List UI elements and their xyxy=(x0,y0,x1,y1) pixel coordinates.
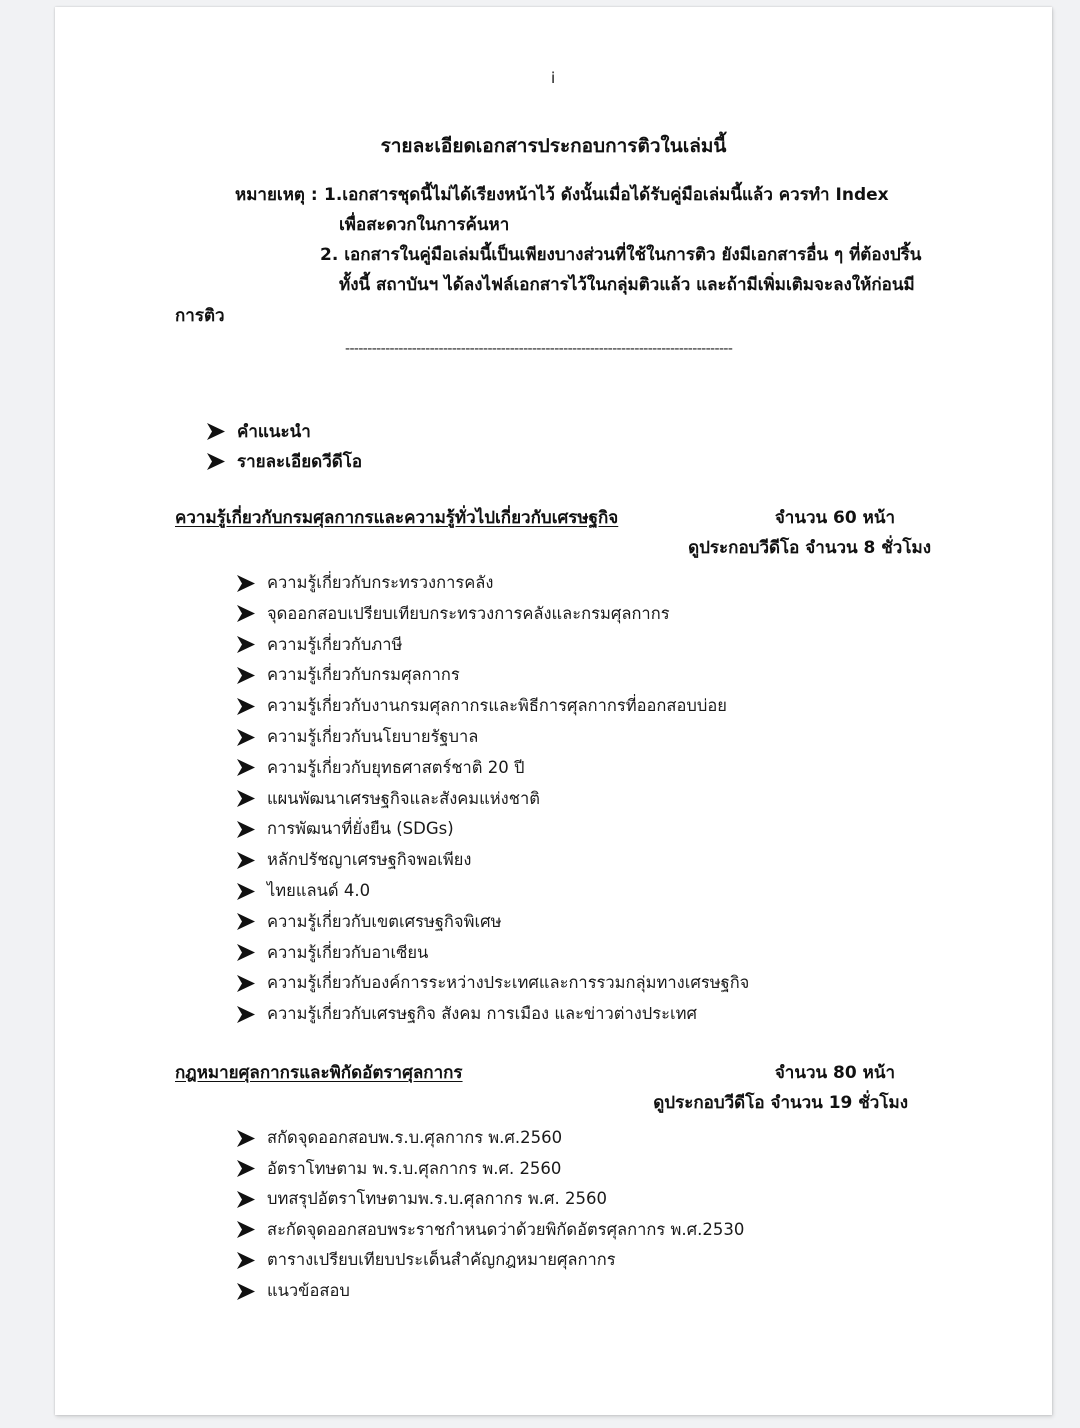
list-item xyxy=(237,940,428,966)
list-item-label: ความรู้เกี่ยวกับอาเซียน xyxy=(267,942,429,962)
list-item xyxy=(237,1278,350,1304)
list-item-label: แนวข้อสอบ xyxy=(267,1281,350,1300)
list-item xyxy=(237,1125,562,1151)
list-item-label: ความรู้เกี่ยวกับเขตเศรษฐกิจพิเศษ xyxy=(267,911,502,931)
arrow-bullet-icon xyxy=(237,667,255,684)
list-item xyxy=(237,570,493,596)
intro-item xyxy=(207,448,362,475)
arrow-bullet-icon xyxy=(207,453,225,470)
divider-line: --------------------------------------------------------------------------------------- xyxy=(345,341,733,357)
list-item xyxy=(237,878,370,904)
list-item-label: แผนพัฒนาเศรษฐกิจและสังคมแห่งชาติ xyxy=(267,788,540,808)
list-item xyxy=(237,601,670,627)
list-item xyxy=(237,816,454,842)
arrow-bullet-icon xyxy=(237,1160,255,1177)
list-item-label: สะกัดจุดออกสอบพระราชกำหนดว่าด้วยพิกัดอัตรศุลกากร พ.ศ.2530 xyxy=(267,1219,745,1239)
list-item xyxy=(237,724,478,750)
arrow-bullet-icon xyxy=(237,913,255,930)
section-video-hours: ดูประกอบวีดีโอ จำนวน 19 ชั่วโมง xyxy=(653,1093,908,1113)
list-item xyxy=(237,1217,744,1243)
section-page-count: จำนวน 60 หน้า xyxy=(774,508,895,528)
intro-item-label: คำแนะนำ xyxy=(237,422,311,442)
list-item xyxy=(237,693,727,719)
list-item-label: ตารางเปรียบเทียบประเด็นสำคัญกฎหมายศุลกากร xyxy=(267,1250,616,1270)
list-item xyxy=(237,1186,607,1212)
intro-item xyxy=(207,418,311,445)
arrow-bullet-icon xyxy=(207,423,225,440)
list-item-label: ความรู้เกี่ยวกับยุทธศาสตร์ชาติ 20 ปี xyxy=(267,757,525,777)
section-title: ความรู้เกี่ยวกับกรมศุลกากรและความรู้ทั่วไปเกี่ยวกับเศรษฐกิจ xyxy=(175,508,619,528)
list-item-label: ความรู้เกี่ยวกับเศรษฐกิจ สังคม การเมือง และข่าวต่างประเทศ xyxy=(267,1004,697,1024)
section-video-hours: ดูประกอบวีดีโอ จำนวน 8 ชั่วโมง xyxy=(688,538,931,558)
arrow-bullet-icon xyxy=(237,1221,255,1238)
arrow-bullet-icon xyxy=(237,1252,255,1269)
list-item xyxy=(237,755,524,781)
list-item xyxy=(237,632,402,658)
list-item-label: อัตราโทษตาม พ.ร.บ.ศุลกากร พ.ศ. 2560 xyxy=(267,1158,562,1178)
arrow-bullet-icon xyxy=(237,1191,255,1208)
list-item-label: ความรู้เกี่ยวกับองค์การระหว่างประเทศและการรวมกลุ่มทางเศรษฐกิจ xyxy=(267,973,750,993)
list-item-label: ความรู้เกี่ยวกับภาษี xyxy=(267,634,403,654)
note-line-2-wrap: การติว xyxy=(175,306,225,326)
arrow-bullet-icon xyxy=(237,975,255,992)
arrow-bullet-icon xyxy=(237,729,255,746)
list-item-label: หลักปรัชญาเศรษฐกิจพอเพียง xyxy=(267,850,472,870)
list-item xyxy=(237,970,749,996)
arrow-bullet-icon xyxy=(237,575,255,592)
list-item xyxy=(237,786,540,812)
note-line-1: 1.เอกสารชุดนี้ไม่ได้เรียงหน้าไว้ ดังนั้นเมื่อได้รับคู่มือเล่มนี้แล้ว ควรทำ Index xyxy=(324,185,889,205)
arrow-bullet-icon xyxy=(237,1006,255,1023)
list-item-label: จุดออกสอบเปรียบเทียบกระทรวงการคลังและกรมศุลกากร xyxy=(267,603,670,623)
list-item xyxy=(237,1247,616,1273)
arrow-bullet-icon xyxy=(237,605,255,622)
page-number: i xyxy=(551,69,556,87)
list-item xyxy=(237,1156,561,1182)
arrow-bullet-icon xyxy=(237,883,255,900)
document-page xyxy=(55,7,1052,1415)
note-label: หมายเหตุ : xyxy=(235,185,318,205)
arrow-bullet-icon xyxy=(237,1283,255,1300)
list-item-label: สกัดจุดออกสอบพ.ร.บ.ศุลกากร พ.ศ.2560 xyxy=(267,1128,563,1147)
arrow-bullet-icon xyxy=(237,698,255,715)
list-item-label: การพัฒนาที่ยั่งยืน (SDGs) xyxy=(267,819,454,839)
list-item xyxy=(237,1001,697,1027)
note-line-2: 2. เอกสารในคู่มือเล่มนี้เป็นเพียงบางส่วนที่ใช้ในการติว ยังมีเอกสารอื่น ๆ ที่ต้องปริ้น xyxy=(320,245,922,265)
section-title: กฎหมายศุลกากรและพิกัดอัตราศุลกากร xyxy=(175,1063,463,1083)
arrow-bullet-icon xyxy=(237,790,255,807)
list-item xyxy=(237,909,501,935)
arrow-bullet-icon xyxy=(237,759,255,776)
arrow-bullet-icon xyxy=(237,636,255,653)
list-item xyxy=(237,847,471,873)
list-item-label: ไทยแลนด์ 4.0 xyxy=(267,881,371,900)
document-title: รายละเอียดเอกสารประกอบการติวในเล่มนี้ xyxy=(380,135,727,157)
list-item-label: บทสรุปอัตราโทษตามพ.ร.บ.ศุลกากร พ.ศ. 2560 xyxy=(267,1189,607,1209)
list-item-label: ความรู้เกี่ยวกับงานกรมศุลกากรและพิธีการศุลกากรที่ออกสอบบ่อย xyxy=(267,696,727,716)
list-item-label: ความรู้เกี่ยวกับกรมศุลกากร xyxy=(267,665,460,685)
note-line-1-cont: เพื่อสะดวกในการค้นหา xyxy=(339,215,510,235)
note-line-2-cont: ทั้งนี้ สถาบันฯ ได้ลงไฟล์เอกสารไว้ในกลุ่มติวแล้ว และถ้ามีเพิ่มเติมจะลงให้ก่อนมี xyxy=(339,275,915,295)
arrow-bullet-icon xyxy=(237,821,255,838)
section-page-count: จำนวน 80 หน้า xyxy=(774,1063,895,1083)
list-item xyxy=(237,662,460,688)
arrow-bullet-icon xyxy=(237,1130,255,1147)
arrow-bullet-icon xyxy=(237,944,255,961)
arrow-bullet-icon xyxy=(237,852,255,869)
list-item-label: ความรู้เกี่ยวกับนโยบายรัฐบาล xyxy=(267,727,479,746)
intro-item-label: รายละเอียดวีดีโอ xyxy=(237,452,363,472)
list-item-label: ความรู้เกี่ยวกับกระทรวงการคลัง xyxy=(267,573,494,592)
